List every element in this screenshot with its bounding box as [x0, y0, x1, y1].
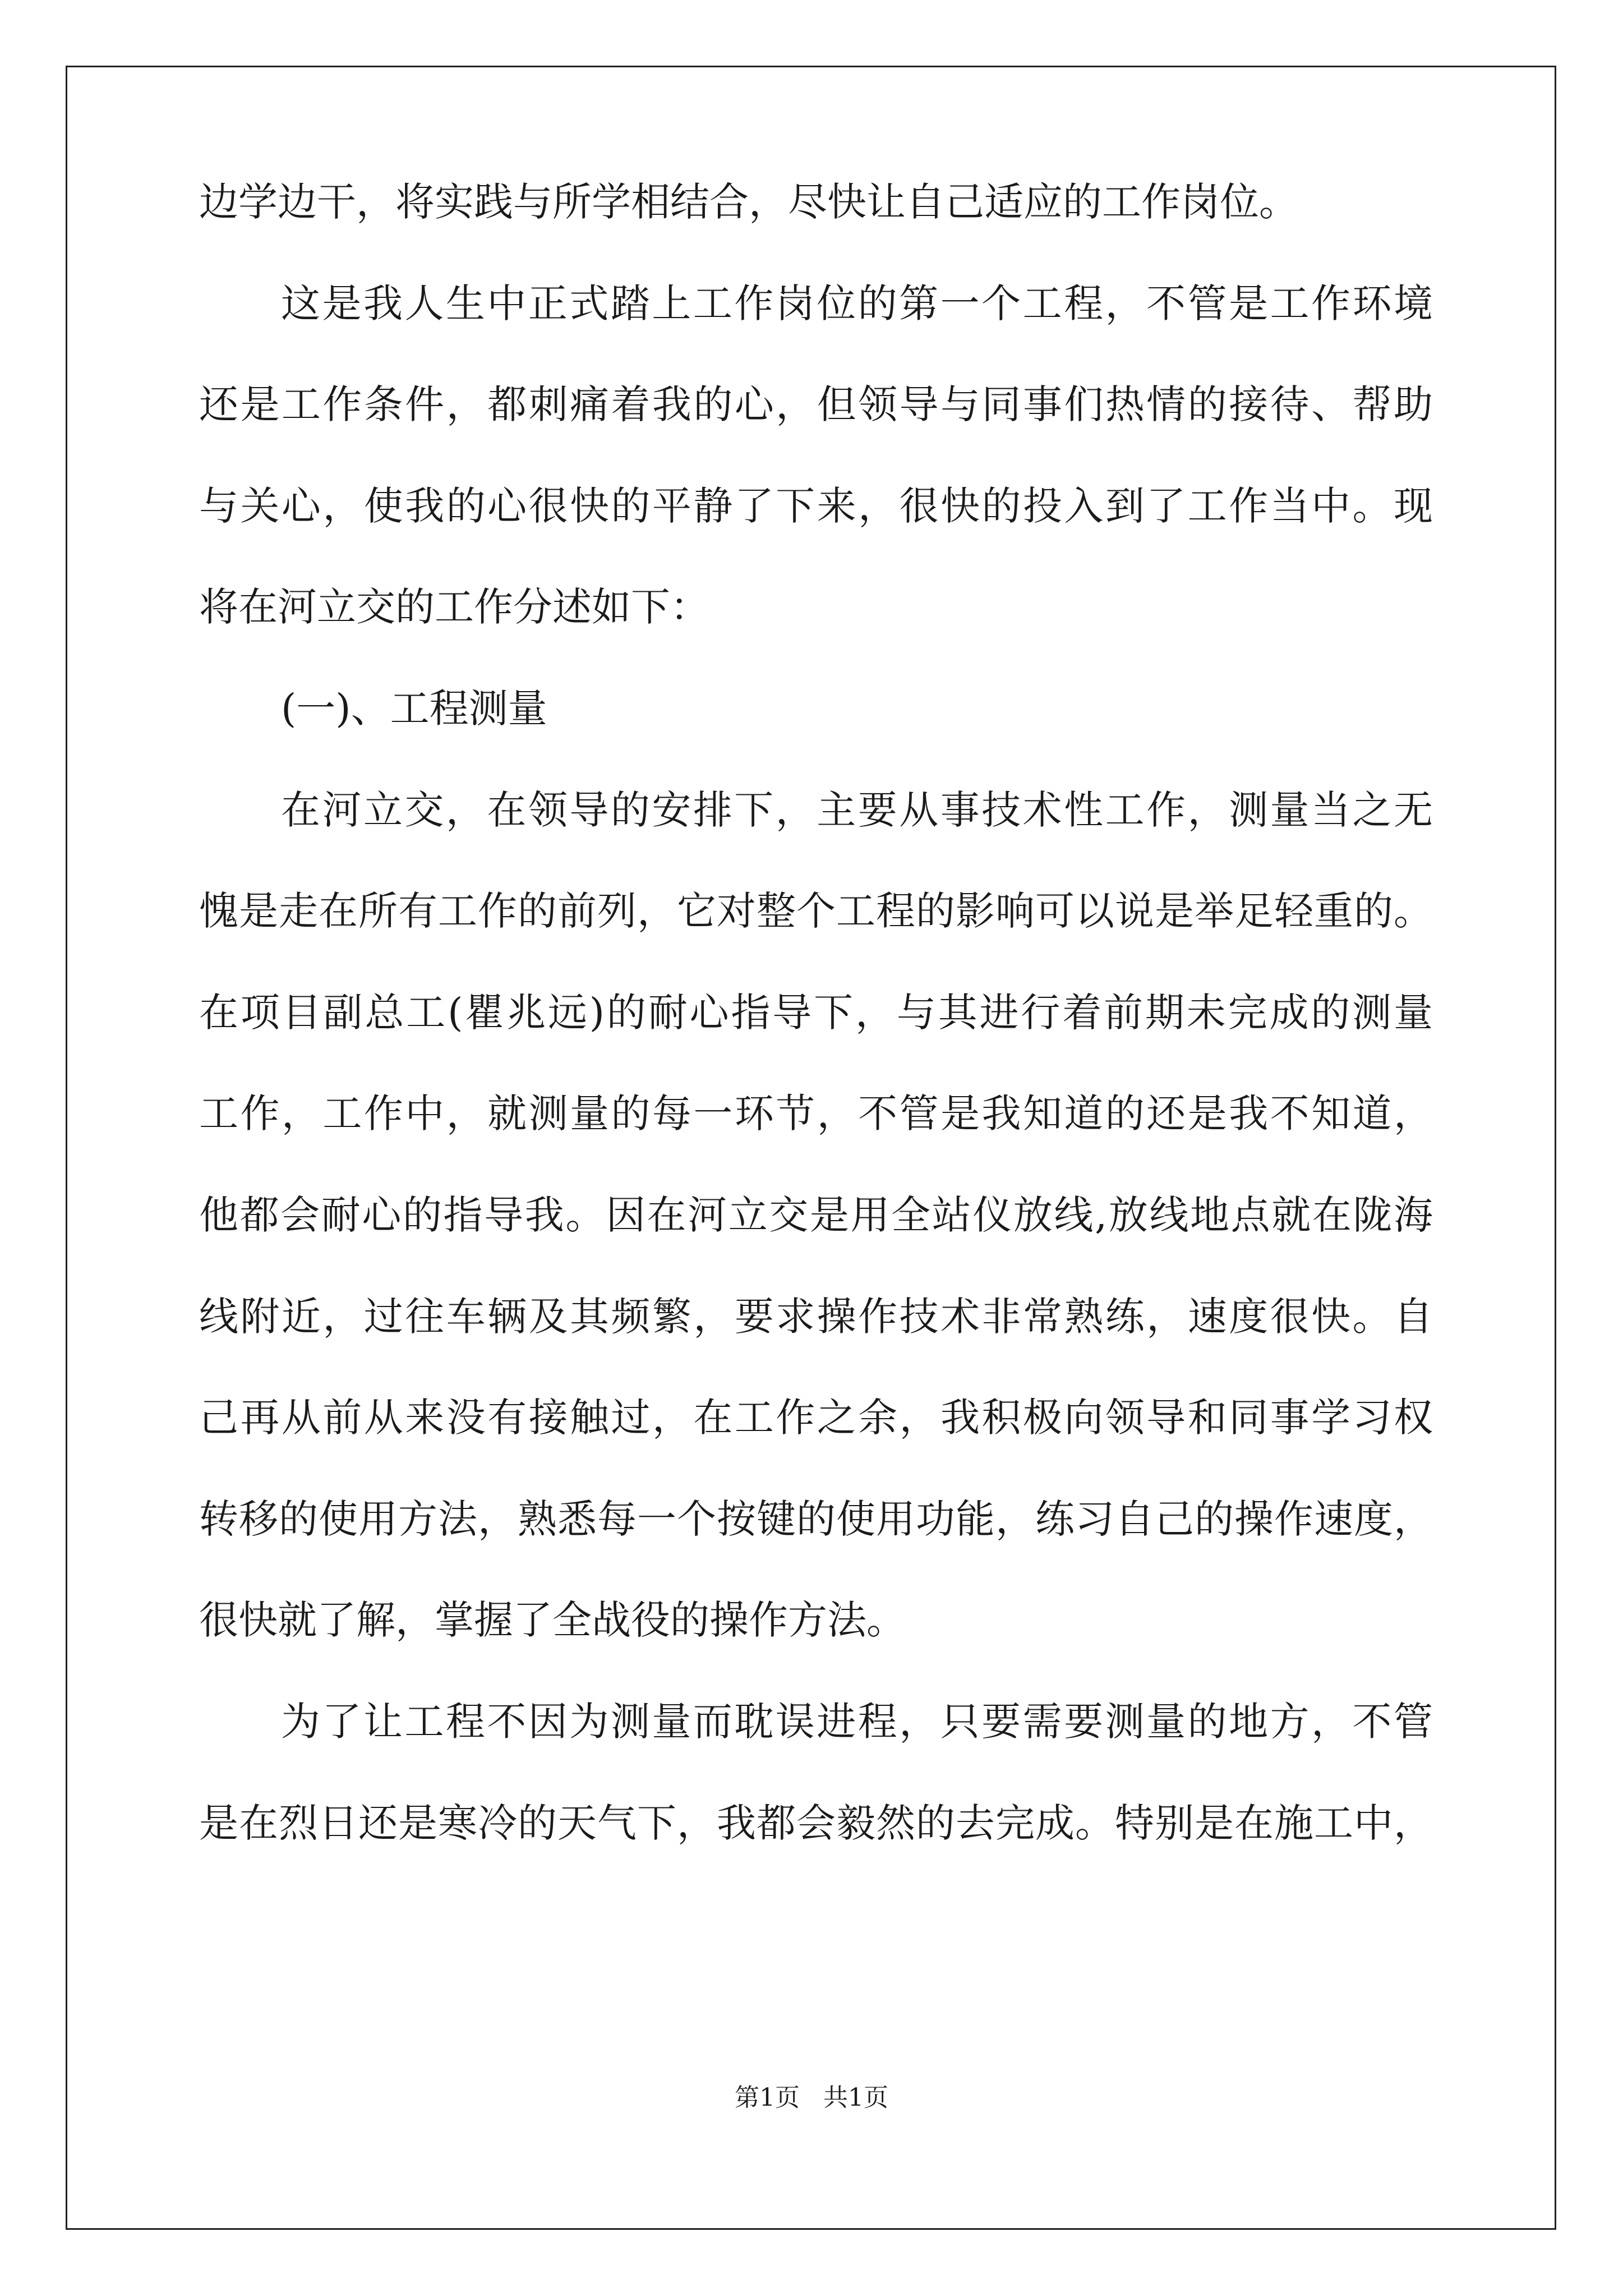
text-line: 与关心，使我的心很快的平静了下来，很快的投入到了工作当中。现 [199, 482, 1433, 529]
text-line: 愧是走在所有工作的前列，它对整个工程的影响可以说是举足轻重的。 [199, 888, 1433, 935]
text-line: 在项目副总工(瞿兆远)的耐心指导下，与其进行着前期未完成的测量 [199, 989, 1433, 1036]
text-line: 这是我人生中正式踏上工作岗位的第一个工程，不管是工作环境 [281, 280, 1433, 326]
text-line: 在河立交，在领导的安排下，主要从事技术性工作，测量当之无 [281, 786, 1433, 833]
text-line: 边学边干，将实践与所学相结合，尽快让自己适应的工作岗位。 [199, 179, 1298, 225]
text-line: 线附近，过往车辆及其频繁，要求操作技术非常熟练，速度很快。自 [199, 1293, 1433, 1340]
section-heading: (一)、工程测量 [281, 685, 547, 731]
text-line: 为了让工程不因为测量而耽误进程，只要需要测量的地方，不管 [281, 1699, 1433, 1745]
text-line: 己再从前从来没有接触过，在工作之余，我积极向领导和同事学习权 [199, 1395, 1433, 1441]
text-line: 很快就了解，掌握了全战役的操作方法。 [199, 1597, 906, 1644]
text-line: 工作，工作中，就测量的每一环节，不管是我知道的还是我不知道， [199, 1091, 1433, 1137]
page-footer: 第1页 共1页 [735, 2083, 888, 2112]
text-line: 将在河立交的工作分述如下： [199, 584, 709, 631]
text-line: 是在烈日还是寒冷的天气下，我都会毅然的去完成。特别是在施工中， [199, 1800, 1433, 1846]
text-line: 他都会耐心的指导我。因在河立交是用全站仪放线,放线地点就在陇海 [199, 1192, 1433, 1238]
text-line: 还是工作条件，都刺痛着我的心，但领导与同事们热情的接待、帮助 [199, 381, 1433, 428]
text-line: 转移的使用方法，熟悉每一个按键的使用功能，练习自己的操作速度， [199, 1496, 1433, 1542]
